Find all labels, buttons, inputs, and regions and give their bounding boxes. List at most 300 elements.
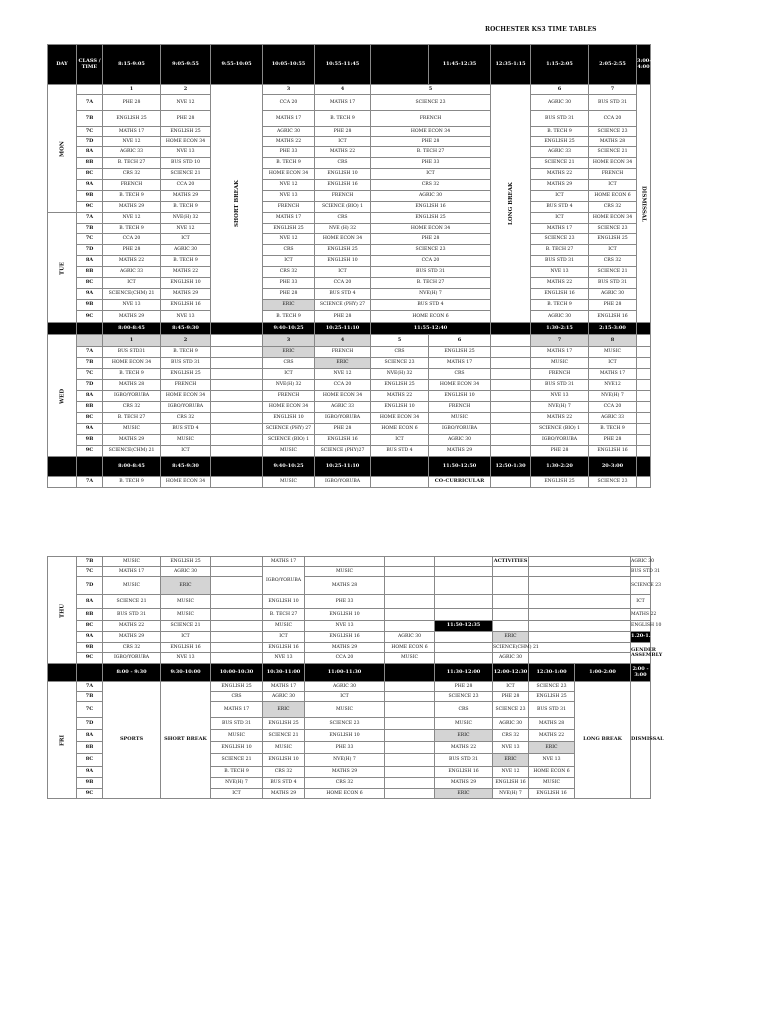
- subject-cell: CRS 32: [103, 169, 161, 180]
- period-number: 7: [589, 85, 637, 95]
- time-header: 12:50-1:30: [491, 457, 531, 477]
- subject-cell: ERIC: [263, 702, 305, 718]
- subject-cell: MATHS 17: [211, 702, 263, 718]
- subject-cell: SCIENCE 21: [103, 595, 161, 609]
- subject-cell: CRS 32: [263, 767, 305, 778]
- subject-cell: ICT: [589, 358, 637, 369]
- class-cell: 7D: [77, 137, 103, 147]
- subject-cell: MATHS 28: [305, 577, 385, 595]
- subject-cell: ICT: [371, 169, 491, 180]
- table-row: [48, 169, 651, 180]
- subject-cell: CRS 32: [305, 778, 385, 789]
- subject-cell: ERIC: [435, 730, 493, 742]
- subject-cell: ICT: [315, 137, 371, 147]
- timetable-cell: [385, 778, 435, 789]
- subject-cell: PHE 28: [435, 682, 493, 692]
- table-row: [48, 158, 651, 169]
- subject-cell: AGRIC 33: [531, 147, 589, 158]
- subject-cell: ENGLISH 16: [305, 632, 385, 643]
- subject-cell: ERIC: [263, 347, 315, 358]
- timetable-cell: [385, 595, 435, 609]
- subject-cell: PHE 28: [103, 245, 161, 256]
- timetable-cell: [211, 609, 263, 621]
- subject-cell: ENGLISH 16: [531, 289, 589, 300]
- subject-cell: IGBO/YORUBA: [103, 653, 161, 664]
- timetable-cell: [211, 424, 263, 435]
- time-header: 8:00-8:45: [103, 457, 161, 477]
- timetable-cell: [211, 632, 263, 643]
- subject-cell: BUS STD 10: [161, 158, 211, 169]
- subject-cell: IGBO/YORUBA: [315, 413, 371, 424]
- time-header-empty: [371, 45, 429, 85]
- subject-cell: NVE 13: [103, 300, 161, 311]
- subject-cell: MATHS 29: [429, 446, 491, 457]
- timetable-cell: [77, 335, 103, 347]
- table-row: [48, 234, 651, 245]
- subject-cell: SCIENCE (PHY) 27: [263, 424, 315, 435]
- subject-cell: CRS: [315, 213, 371, 224]
- timetable-cell: [435, 595, 493, 609]
- timetable-cell: [77, 457, 103, 477]
- subject-cell: NVE(H) 32: [263, 380, 315, 391]
- subject-cell: ENGLISH 10: [429, 391, 491, 402]
- table-row: [48, 380, 651, 391]
- subject-cell: MATHS 29: [161, 191, 211, 202]
- subject-cell: MATHS 17: [589, 369, 637, 380]
- subject-cell: BUS STD 31: [529, 702, 575, 718]
- subject-cell: ENGLISH 10: [305, 730, 385, 742]
- timetable-cell: [211, 557, 263, 567]
- subject-cell: SCIENCE (PHY) 27: [315, 300, 371, 311]
- time-header: 1.20-1.50: [631, 632, 651, 643]
- timetable-cell: [435, 577, 493, 595]
- table-row: [48, 369, 651, 380]
- subject-cell: HOME ECON 34: [315, 234, 371, 245]
- subject-cell: BUS STD 31: [211, 718, 263, 730]
- subject-cell: MATHS 22: [531, 169, 589, 180]
- subject-cell: HOME ECON 34: [161, 391, 211, 402]
- time-header: 12:35-1:15: [491, 45, 531, 85]
- subject-cell: PHE 28: [589, 300, 637, 311]
- subject-cell: ENGLISH 10: [305, 609, 385, 621]
- time-header: 8:45-9:30: [161, 457, 211, 477]
- timetable-cell: [637, 380, 651, 391]
- day-label-wed: WED: [48, 335, 77, 457]
- subject-cell: B. TECH 27: [263, 609, 305, 621]
- table-row: [48, 595, 651, 609]
- activities-label: ACTIVITIES: [493, 557, 529, 567]
- subject-cell: SCIENCE 23: [589, 127, 637, 137]
- subject-cell: HOME ECON 34: [263, 169, 315, 180]
- timetable-cell: [435, 653, 493, 664]
- dismissal-label: DISMISSAL: [631, 682, 651, 799]
- table-row: [48, 391, 651, 402]
- class-cell: 8C: [77, 754, 103, 767]
- subject-cell: CRS: [315, 158, 371, 169]
- subject-cell: AGRIC 33: [103, 267, 161, 278]
- subject-cell: SCIENCE 23: [589, 224, 637, 234]
- subject-cell: HOME ECON 34: [103, 358, 161, 369]
- subject-cell: BUS STD 31: [161, 358, 211, 369]
- subject-cell: CCA 20: [315, 380, 371, 391]
- blank-dark: [77, 323, 103, 335]
- subject-cell: AGRIC 30: [589, 289, 637, 300]
- subject-cell: MUSIC: [305, 702, 385, 718]
- wed-time-row: [48, 323, 651, 335]
- subject-cell: PHE 28: [315, 127, 371, 137]
- subject-cell: CRS 32: [103, 643, 161, 653]
- subject-cell: CRS: [263, 358, 315, 369]
- subject-cell: CRS 32: [589, 256, 637, 267]
- class-cell: 9B: [77, 300, 103, 311]
- subject-cell: NVE(H) 32: [161, 213, 211, 224]
- subject-cell: SCIENCE 23: [493, 702, 529, 718]
- subject-cell: ENGLISH 16: [589, 446, 637, 457]
- subject-cell: SCIENCE (BIO) 1: [263, 435, 315, 446]
- subject-cell: CCA 20: [305, 653, 385, 664]
- subject-cell: MATHS 28: [103, 380, 161, 391]
- header-row: [48, 45, 651, 85]
- timetable-cell: [529, 595, 631, 609]
- timetable-cell: [637, 413, 651, 424]
- table-row: [48, 245, 651, 256]
- subject-cell: NVE 13: [305, 621, 385, 632]
- subject-cell: MUSIC: [103, 424, 161, 435]
- subject-cell: ENGLISH 25: [429, 347, 491, 358]
- timetable-cell: [491, 391, 531, 402]
- subject-cell: MATHS 17: [103, 567, 161, 577]
- subject-cell: AGRIC 33: [315, 402, 371, 413]
- subject-cell: SCIENCE(CHM) 21: [493, 643, 529, 653]
- class-cell: 8A: [77, 147, 103, 158]
- subject-cell: PHE 33: [371, 158, 491, 169]
- subject-cell: PHE 28: [589, 435, 637, 446]
- subject-cell: ICT: [589, 180, 637, 191]
- subject-cell: IGBO/YORUBA: [161, 402, 211, 413]
- time-header: 2:05-2:55: [589, 45, 637, 85]
- subject-cell: AGRIC 30: [385, 632, 435, 643]
- subject-cell: B. TECH 9: [161, 347, 211, 358]
- timetable-cell: [385, 664, 435, 682]
- subject-cell: NVE 12: [263, 180, 315, 191]
- subject-cell: ENGLISH 25: [263, 718, 305, 730]
- subject-cell: NVE 12: [263, 234, 315, 245]
- class-cell: 8A: [77, 256, 103, 267]
- time-header: 10:55-11:45: [315, 45, 371, 85]
- timetable-cell: [211, 621, 263, 632]
- gender-assembly-label: GENDER ASSEMBLY: [631, 643, 651, 664]
- subject-cell: SCIENCE (PHY)27: [315, 446, 371, 457]
- timetable-cell: [305, 557, 385, 567]
- time-header: 11:45-12:35: [429, 45, 491, 85]
- subject-cell: BUS STD 31: [371, 267, 491, 278]
- period-number: 5: [371, 85, 491, 95]
- table-row: [48, 289, 651, 300]
- subject-cell: CRS: [371, 347, 429, 358]
- class-cell: 7D: [77, 577, 103, 595]
- subject-cell: NVE(H) 7: [531, 402, 589, 413]
- subject-cell: AGRIC 30: [493, 653, 529, 664]
- timetable-cell: [493, 621, 529, 632]
- subject-cell: CRS 32: [161, 413, 211, 424]
- timetable-cell: [491, 435, 531, 446]
- time-header: 9:40-10:25: [263, 457, 315, 477]
- class-cell: 7D: [77, 245, 103, 256]
- short-break-label: SHORT BREAK: [211, 85, 263, 323]
- subject-cell: HOME ECON 34: [371, 413, 429, 424]
- dismissal-label: DISMISSAL: [637, 85, 651, 323]
- subject-cell: ICT: [263, 369, 315, 380]
- table-row: [48, 682, 651, 692]
- timetable-cell: [385, 767, 435, 778]
- class-cell: 7C: [77, 702, 103, 718]
- subject-cell: BUS STD 4: [161, 424, 211, 435]
- subject-cell: ERIC: [435, 789, 493, 799]
- time-header: 11:30-12:00: [435, 664, 493, 682]
- subject-cell: ERIC: [263, 300, 315, 311]
- subject-cell: ICT: [631, 595, 651, 609]
- subject-cell: SCIENCE 21: [161, 169, 211, 180]
- subject-cell: NVE 13: [263, 191, 315, 202]
- day-label-fri: FRI: [48, 682, 77, 799]
- subject-cell: ENGLISH 16: [589, 311, 637, 323]
- timetable-cell: [491, 335, 531, 347]
- subject-cell: ICT: [211, 789, 263, 799]
- table-row: [48, 402, 651, 413]
- subject-cell: CCA 20: [589, 111, 637, 127]
- subject-cell: ENGLISH 10: [315, 256, 371, 267]
- class-cell: 8A: [77, 391, 103, 402]
- time-header: 11:50-12:50: [429, 457, 491, 477]
- subject-cell: BUS STD 31: [531, 111, 589, 127]
- subject-cell: CCA 20: [315, 278, 371, 289]
- timetable-cell: [385, 789, 435, 799]
- subject-cell: BUS STD 31: [631, 567, 651, 577]
- timetable-cell: [435, 643, 493, 653]
- subject-cell: HOME ECON 34: [263, 402, 315, 413]
- class-cell: 9B: [77, 643, 103, 653]
- time-header: 2:00 - 3:00: [631, 664, 651, 682]
- day-label-thu: THU: [48, 557, 77, 664]
- table-row: [48, 311, 651, 323]
- subject-cell: MATHS 29: [103, 632, 161, 643]
- subject-cell: MUSIC: [305, 567, 385, 577]
- subject-cell: ENGLISH 25: [531, 477, 589, 488]
- subject-cell: ICT: [531, 191, 589, 202]
- timetable-cell: [491, 369, 531, 380]
- time-header: 11:55-12:40: [371, 323, 491, 335]
- subject-cell: MUSIC: [429, 413, 491, 424]
- subject-cell: B. TECH 27: [531, 245, 589, 256]
- subject-cell: MATHS 29: [263, 789, 305, 799]
- class-cell: 8C: [77, 621, 103, 632]
- timetable-lower: [47, 556, 664, 799]
- co-curricular-cell: CO-CURRICULAR: [429, 477, 491, 488]
- subject-cell: AGRIC 30: [531, 311, 589, 323]
- time-header: 12:30-1:00: [529, 664, 575, 682]
- subject-cell: B. TECH 9: [103, 191, 161, 202]
- time-header: 1:30-2:15: [531, 323, 589, 335]
- subject-cell: NVE(H) 7: [211, 778, 263, 789]
- class-cell: 8B: [77, 158, 103, 169]
- timetable-cell: [385, 567, 435, 577]
- subject-cell: MUSIC: [589, 347, 637, 358]
- subject-cell: AGRIC 30: [161, 245, 211, 256]
- timetable-cell: [529, 653, 631, 664]
- timetable-cell: [211, 380, 263, 391]
- class-cell: 9A: [77, 180, 103, 191]
- subject-cell: MUSIC: [263, 446, 315, 457]
- time-header: 11:50-12:35: [435, 621, 493, 632]
- timetable-cell: [491, 402, 531, 413]
- table-row: [48, 180, 651, 191]
- subject-cell: NVE 12: [103, 213, 161, 224]
- subject-cell: MATHS 29: [305, 767, 385, 778]
- timetable-cell: [637, 457, 651, 477]
- subject-cell: IGBO/YORUBA: [263, 567, 305, 595]
- class-cell: 9C: [77, 202, 103, 213]
- subject-cell: HOME ECON 6: [589, 191, 637, 202]
- timetable-cell: [48, 664, 77, 682]
- subject-cell: PHE 28: [371, 137, 491, 147]
- table-row: [48, 424, 651, 435]
- subject-cell: ENGLISH 25: [371, 380, 429, 391]
- class-cell: 7A: [77, 213, 103, 224]
- table-row: [48, 643, 651, 653]
- time-header: 8:00 - 9:30: [103, 664, 161, 682]
- table-row: [48, 127, 651, 137]
- subject-cell: ENGLISH 25: [531, 137, 589, 147]
- subject-cell: MATHS 22: [371, 391, 429, 402]
- class-cell: 9A: [77, 289, 103, 300]
- table-row: [48, 653, 651, 664]
- timetable-cell: [529, 577, 631, 595]
- subject-cell: SCIENCE (BIO) 1: [315, 202, 371, 213]
- blank-dark: [491, 323, 531, 335]
- subject-cell: MATHS 17: [263, 111, 315, 127]
- subject-cell: ENGLISH 25: [161, 127, 211, 137]
- subject-cell: ERIC: [161, 577, 211, 595]
- subject-cell: ICT: [589, 245, 637, 256]
- subject-cell: MATHS 22: [263, 137, 315, 147]
- subject-cell: CRS 32: [263, 267, 315, 278]
- subject-cell: NVE 12: [315, 369, 371, 380]
- table-row: [48, 278, 651, 289]
- timetable-cell: [637, 424, 651, 435]
- table-row: [48, 202, 651, 213]
- subject-cell: AGRIC 30: [429, 435, 491, 446]
- class-cell: 8C: [77, 413, 103, 424]
- subject-cell: NVE 12: [493, 767, 529, 778]
- period-number: 5: [371, 335, 429, 347]
- subject-cell: AGRIC 30: [631, 557, 651, 567]
- time-header: 2:15-3:00: [589, 323, 637, 335]
- subject-cell: BUS STD 4: [371, 446, 429, 457]
- time-header: 11:00-11:30: [305, 664, 385, 682]
- subject-cell: FRENCH: [103, 180, 161, 191]
- subject-cell: SCIENCE 21: [589, 147, 637, 158]
- subject-cell: PHE 28: [315, 311, 371, 323]
- subject-cell: ENGLISH 25: [589, 234, 637, 245]
- subject-cell: NVE(H) 7: [305, 754, 385, 767]
- subject-cell: B. TECH 9: [315, 111, 371, 127]
- subject-cell: MATHS 28: [589, 137, 637, 147]
- subject-cell: ICT: [493, 682, 529, 692]
- subject-cell: MATHS 22: [529, 730, 575, 742]
- subject-cell: ICT: [531, 213, 589, 224]
- subject-cell: ENGLISH 10: [211, 742, 263, 754]
- subject-cell: MATHS 22: [315, 147, 371, 158]
- subject-cell: SCIENCE 21: [531, 158, 589, 169]
- period-number: 4: [315, 85, 371, 95]
- period-number: 6: [531, 85, 589, 95]
- subject-cell: FRENCH: [429, 402, 491, 413]
- subject-cell: ICT: [305, 692, 385, 702]
- table-row: [48, 191, 651, 202]
- class-cell: 7C: [77, 567, 103, 577]
- subject-cell: B. TECH 27: [371, 147, 491, 158]
- subject-cell: HOME ECON 6: [385, 643, 435, 653]
- class-cell: 7B: [77, 358, 103, 369]
- subject-cell: B. TECH 9: [161, 202, 211, 213]
- class-cell: 9C: [77, 653, 103, 664]
- table-row: [48, 435, 651, 446]
- subject-cell: BUS STD 31: [589, 278, 637, 289]
- subject-cell: NVE(H) 7: [371, 289, 491, 300]
- subject-cell: BUS STD 4: [315, 289, 371, 300]
- subject-cell: AGRIC 30: [371, 191, 491, 202]
- subject-cell: MATHS 29: [103, 202, 161, 213]
- subject-cell: AGRIC 30: [161, 567, 211, 577]
- subject-cell: MATHS 29: [531, 180, 589, 191]
- subject-cell: BUS STD 4: [531, 202, 589, 213]
- timetable-cell: [211, 347, 263, 358]
- period-number: 1: [103, 85, 161, 95]
- subject-cell: AGRIC 30: [531, 95, 589, 111]
- class-cell: 7A: [77, 477, 103, 488]
- class-cell: 9C: [77, 789, 103, 799]
- subject-cell: MUSIC: [211, 730, 263, 742]
- subject-cell: SCIENCE 23: [531, 234, 589, 245]
- subject-cell: CCA 20: [263, 95, 315, 111]
- subject-cell: IGBO/YORUBA: [103, 391, 161, 402]
- subject-cell: ICT: [161, 446, 211, 457]
- table-row: [48, 137, 651, 147]
- period-number: 6: [429, 335, 491, 347]
- timetable-cell: [637, 402, 651, 413]
- table-row: [48, 224, 651, 234]
- subject-cell: BUS STD 4: [371, 300, 491, 311]
- subject-cell: MATHS 22: [161, 267, 211, 278]
- timetable-cell: [211, 358, 263, 369]
- timetable-cell: [371, 477, 429, 488]
- subject-cell: BUS STD 31: [103, 609, 161, 621]
- time-header: 10:25-11:10: [315, 457, 371, 477]
- timetable-cell: [491, 413, 531, 424]
- subject-cell: ENGLISH 25: [263, 224, 315, 234]
- subject-cell: MATHS 29: [161, 289, 211, 300]
- subject-cell: AGRIC 30: [263, 692, 305, 702]
- timetable-cell: [491, 380, 531, 391]
- subject-cell: MATHS 29: [435, 778, 493, 789]
- subject-cell: NVE 13: [161, 147, 211, 158]
- subject-cell: MUSIC: [529, 778, 575, 789]
- class-cell: 9C: [77, 446, 103, 457]
- subject-cell: MUSIC: [161, 435, 211, 446]
- subject-cell: BUS STD 31: [589, 95, 637, 111]
- time-header: 8:00-8:45: [103, 323, 161, 335]
- subject-cell: HOME ECON 6: [529, 767, 575, 778]
